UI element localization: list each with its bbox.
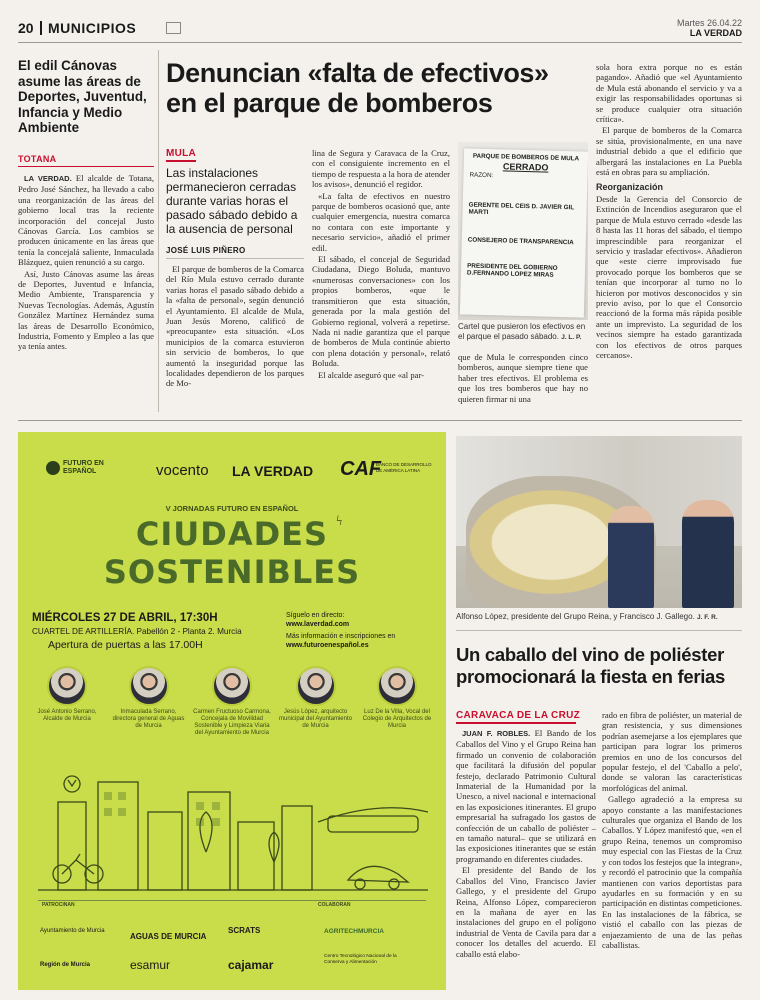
horse-lead: JUAN F. ROBLES. [462, 729, 531, 738]
collab-ctnc: Centro Tecnológico Nacional de la Conserva y Alimentación [324, 954, 397, 965]
section-name: MUNICIPIOS [48, 20, 137, 36]
speaker-role: municipal del Ayuntamiento de Murcia [279, 716, 352, 729]
section-box [166, 22, 181, 34]
speaker-photo [377, 666, 417, 706]
speaker-photo [296, 666, 336, 706]
horse-headline: Un caballo del vino de poliéster promocionará la fiesta en ferias [456, 644, 726, 687]
horse-photo-caption [456, 612, 742, 621]
sign-photo-caption [458, 322, 588, 342]
ad-collab-label: COLABORAN [318, 902, 351, 908]
caption-rule [456, 630, 742, 631]
sidebar-rule [158, 50, 159, 412]
ad-title-1: CIUDADES [135, 515, 329, 553]
main-col2-para-4: El alcalde aseguró que «al par- [318, 369, 425, 380]
speaker-name: Inmaculada Serrano, [120, 709, 177, 715]
ad-brand-futuro [46, 460, 126, 476]
ad-sponsor-label: PATROCINAN [42, 902, 75, 908]
main-col3-para: que de Mula le corresponden cinco bomberos, aunque siempre tiene que haber tres efectivos. El problema es que los tres bomberos que hay no quieren firmar ni una [458, 352, 588, 404]
horse-kicker: CARAVACA DE LA CRUZ [456, 710, 581, 721]
sponsor-scrats: SCRATS [228, 926, 261, 935]
horse-kicker-line [456, 722, 576, 724]
main-col4-para-2: El parque de bomberos de la Comarca se sitúa, provisionalmente, en una nave industrial debido a que el edificio que albergará las instalaciones en La Puebla está en obras para su ampliación. [596, 125, 742, 178]
main-col1-para: El parque de bomberos de la Comarca del Río Mula estuvo cerrado durante varias horas el pasado sábado debido a la «falta de personal», según denunció el Ayuntamiento. El alcalde de Mula, Juan Jesús Moreno, calificó de «preocupante» esta situación. «Los municipios de la comarca estuvieron sin servicio de bomberos, lo que aumentó la inseguridad porque las localidades dependieron de los parques de Mo- [166, 264, 304, 389]
ad-date: MIÉRCOLES 27 DE ABRIL, 17:30H [32, 612, 218, 624]
ad-follow [286, 612, 436, 650]
city-illustration [38, 762, 428, 892]
speaker-name: Carmen Fructuoso Carmona, [193, 709, 271, 715]
main-col-3-bottom [458, 352, 588, 405]
sign-razon: RAZON: [469, 171, 494, 180]
horse-col-2 [602, 710, 742, 951]
header-date: Martes 26.04.22 [676, 18, 742, 28]
sign-status: CERRADO [502, 161, 549, 173]
page-number: 20 [18, 20, 34, 36]
sidebar-kicker-line [18, 166, 154, 167]
speaker-name: Jesús López, arquitecto [283, 709, 348, 715]
speaker-photo [47, 666, 87, 706]
sign-paper [460, 148, 588, 317]
sidebar-lead: LA VERDAD. [24, 173, 72, 183]
speaker-name: José Antonio Serrano, [37, 709, 97, 715]
main-subhead: Las instalaciones permanecieron cerradas durante varias horas el pasado sábado debido a la ausencia de personal [166, 166, 298, 236]
main-byline: JOSÉ LUIS PIÑERO [166, 246, 304, 259]
page-header [18, 18, 742, 40]
ad-follow-url[interactable]: www.laverdad.com [286, 620, 350, 628]
ad-info-url[interactable]: www.futuroenespañol.es [286, 641, 369, 649]
speaker-3 [191, 666, 273, 737]
speaker-photo [212, 666, 252, 706]
main-col4-para-3: Desde la Gerencia del Consorcio de Extinción de Incendios aseguraron que el parque de Mula estuvo cerrado «desde las 8 hasta las 11 horas del sábado, el tiempo imprescindible para reorganizar el servicio y trasladar efectivos». Añadieron que «este cierre improvisado fue provocado porque los bomberos que se tenían que incorporar al turno no lo hicieron por motivos desconocidos y sin previo aviso, por lo que el Consorcio reaccionó de la forma más rápida posible ante un imprevisto. La seguridad de los vecinos siempre ha estado garantizada con los efectivos de otros parques cercanos». [596, 193, 742, 360]
speaker-photo [129, 666, 169, 706]
collab-agritech: AGRITECHMURCIA [324, 928, 384, 935]
main-headline: Denuncian «falta de efectivos» en el parque de bomberos [166, 58, 549, 118]
sponsor-cajamar: cajamar [228, 958, 274, 972]
header-paper: LA VERDAD [689, 28, 742, 38]
speaker-1 [28, 666, 106, 737]
horse-col-1 [456, 728, 596, 960]
horse-col1-para-2: El presidente del Bando de los Caballos del Vino, Francisco Javier Gallego, y el presidente del Grupo Reina, Alfonso López, comparecieron en la mañana de ayer en las instalaciones del grupo en el polígono industrial de Venta de Cavila para dar a conocer los detalles del acuerdo. El caballo está elabo- [456, 865, 596, 959]
horse-col2-para-1: rado en fibra de poliéster, un material de gran resistencia, y sus dimensiones podrían asemejarse a los ejemplares que participan para lograr los primeros premios en uno de los concursos del popular festejo, el del 'Caballo a pelo', donde se valoran las características morfológicas del animal. [602, 710, 742, 793]
event-ad [18, 432, 446, 990]
ad-brand-caf: CAF [340, 458, 382, 480]
ad-title-2: SOSTENIBLES [103, 553, 361, 591]
ad-brand-caf-sub: BANCO DE DESARROLLO DE AMÉRICA LATINA [376, 462, 432, 473]
main-kicker: MULA [166, 148, 197, 159]
horse-photo [456, 436, 742, 608]
ad-series: V JORNADAS FUTURO EN ESPAÑOL [165, 504, 299, 513]
sidebar-para-2: Así, Justo Cánovas asume las áreas de Deportes, Juventud e Infancia, Medio Ambiente, Transparencia y Nuevas Tecnologías. Además, Agustín González Martínez Hernández suma las áreas de Desarrollo Económico, Industria, Fomento y Empleo a las que ya tenía antes. [18, 268, 154, 352]
speaker-name: Luz De la Villa, Vocal [364, 709, 421, 715]
speaker-4 [277, 666, 355, 737]
horse-caption-credit: J. F. R. [697, 614, 718, 621]
mid-page-rule [18, 420, 742, 421]
horse-caption-text: Alfonso López, presidente del Grupo Reina, y Francisco J. Gallego. [456, 612, 695, 621]
main-kicker-line [166, 160, 196, 162]
sidebar-body [18, 173, 154, 352]
sidebar-kicker: TOTANA [18, 153, 57, 164]
speaker-role: Concejala de Movilidad Sostenible y Limpieza Viaria del Ayuntamiento de Murcia [194, 716, 270, 736]
speaker-role: del Colegio de Arquitectos de Murcia [362, 709, 432, 729]
sponsor-aguas-murcia: AGUAS DE MURCIA [130, 932, 207, 941]
ad-sponsor-rule [38, 900, 426, 901]
main-col-4 [596, 62, 742, 361]
futuro-logo-icon [46, 461, 60, 475]
sign-photo [458, 142, 588, 320]
sidebar-para-1: El alcalde de Totana, Pedro José Sánchez, ha llevado a cabo una reorganización de las áreas del gobierno local tras la reciente incorporación del concejal Justo Cánovas García. Los cambios se producen únicamente en las áreas que tenía la concejalá saliente, Inmaculada Blázquez, quien renunció a su cargo. [18, 172, 154, 268]
person-right [682, 500, 734, 608]
person-left [608, 506, 654, 608]
main-col-1 [166, 264, 304, 390]
ad-brand-laverdad: LA VERDAD [232, 463, 314, 479]
horse-col2-para-2: Gallego agradeció a la empresa su apoyo constante a las manifestaciones culturales que organiza el Bando de los Caballos. Y López manifestó que, «en el grupo Reina, tenemos un compromiso muy especial con las Fiestas de la Cruz y con todos los festejos que la integran», y recordó el patrocinio que la compañía mantienen con varios deportistas para ayudarles en su formación y en su participación en distintas competiciones. En las instalaciones de la fábrica, se vistió el caballo con las piezas de enjaezamiento de una de las peñas caballistas. [602, 794, 742, 950]
sign-title: PARQUE DE BOMBEROS DE MULA [472, 152, 580, 163]
speakers-row [28, 666, 436, 737]
sign-caption-credit: J. L. P. [561, 333, 582, 341]
main-col4-subtitle: Reorganización [596, 182, 664, 193]
main-col2-para-3: El sábado, el concejal de Seguridad Ciudadana, Diego Boluda, mantuvo «numerosas conversaciones» con los propios bomberos, «que le transmitieron que esta situación, generada por la mala gestión del Gobierno regional, volverá a repetirse. Nada ni nadie garantiza que el parque de bomberos de Mula continúe abierto con plena dotación y personal», relató Boluda. [312, 254, 450, 369]
section-divider [40, 21, 42, 35]
horse-col1-para-1: El Bando de los Caballos del Vino y el Grupo Reina han firmado un convenio de colaboración que facilitará la difusión del popular festejo, declarado Patrimonio Cultural Inmaterial de la Humanidad por la Unesco, a nivel nacional e internacional en las exposiciones itinerantes. El grupo empresarial ha sufragado los gastos de confección de un caballo de poliéster –en tamaño natural– que se utilizará en las exposiciones itinerantes que se están programando en diferentes ciudades. [456, 728, 596, 864]
sidebar-headline: El edil Cánovas asume las áreas de Deportes, Juventud, Infancia y Medio Ambiente [18, 58, 147, 136]
ad-doors: Apertura de puertas a las 17.00H [48, 639, 203, 651]
sponsor-esamur: esamur [130, 958, 171, 972]
main-kicker-block [166, 148, 304, 259]
sign-caption-text: Cartel que pusieron los efectivos en el parque el pasado sábado. [458, 322, 586, 341]
ad-venue: CUARTEL DE ARTILLERÍA. Pabellón 2 - Planta 2. Murcia [32, 627, 242, 636]
ad-brand-futuro-text: FUTURO EN ESPAÑOL [63, 460, 104, 475]
speaker-5 [358, 666, 436, 737]
sign-line-2: CONSEJERO DE TRANSPARENCIA [467, 236, 574, 247]
sponsor-ayto-murcia: Ayuntamiento de Murcia [40, 928, 105, 934]
ad-follow-label: Síguelo en directo: [286, 612, 345, 619]
main-col4-para-1: sola hora extra porque no es están pagando». Añadió que «el Ayuntamiento de Mula está abonando el servicio y va a exigir las responsabilidades oportunas si se produce cualquier otra situación crítica». [596, 62, 742, 125]
speaker-role: directora general de Aguas de Murcia [112, 716, 185, 729]
horse-kicker-block [456, 710, 596, 728]
sign-line-3: PRESIDENTE DEL GOBIERNO D.FERNANDO LOPEZ MIRAS [466, 262, 558, 279]
header-rule [18, 42, 742, 43]
main-col-2 [312, 148, 450, 381]
sign-line-1: GERENTE DEL CEIS D. JAVIER GIL MARTI [468, 201, 575, 217]
sidebar-article [18, 58, 154, 353]
sponsor-region-murcia: Región de Murcia [40, 962, 91, 968]
ad-info-label: Más información e inscripciones en [286, 633, 396, 640]
speaker-role: Alcalde de Murcia [43, 716, 91, 722]
main-col2-para-2: «La falta de efectivos en nuestro parque de bomberos ocasionó que, ante cualquier emergencia, nuestra comarca no contara con este importante y necesario servicio», añadió el primer edil. [312, 190, 450, 253]
ad-spark-icon: ϟ [336, 514, 343, 529]
ad-brand-vocento: vocento [156, 462, 209, 479]
speaker-2 [110, 666, 188, 737]
main-col2-para-1: lina de Segura y Caravaca de la Cruz, con el consiguiente incremento en el tiempo de respuesta a la hora de atender los avisos», denunció el regidor. [312, 148, 450, 190]
